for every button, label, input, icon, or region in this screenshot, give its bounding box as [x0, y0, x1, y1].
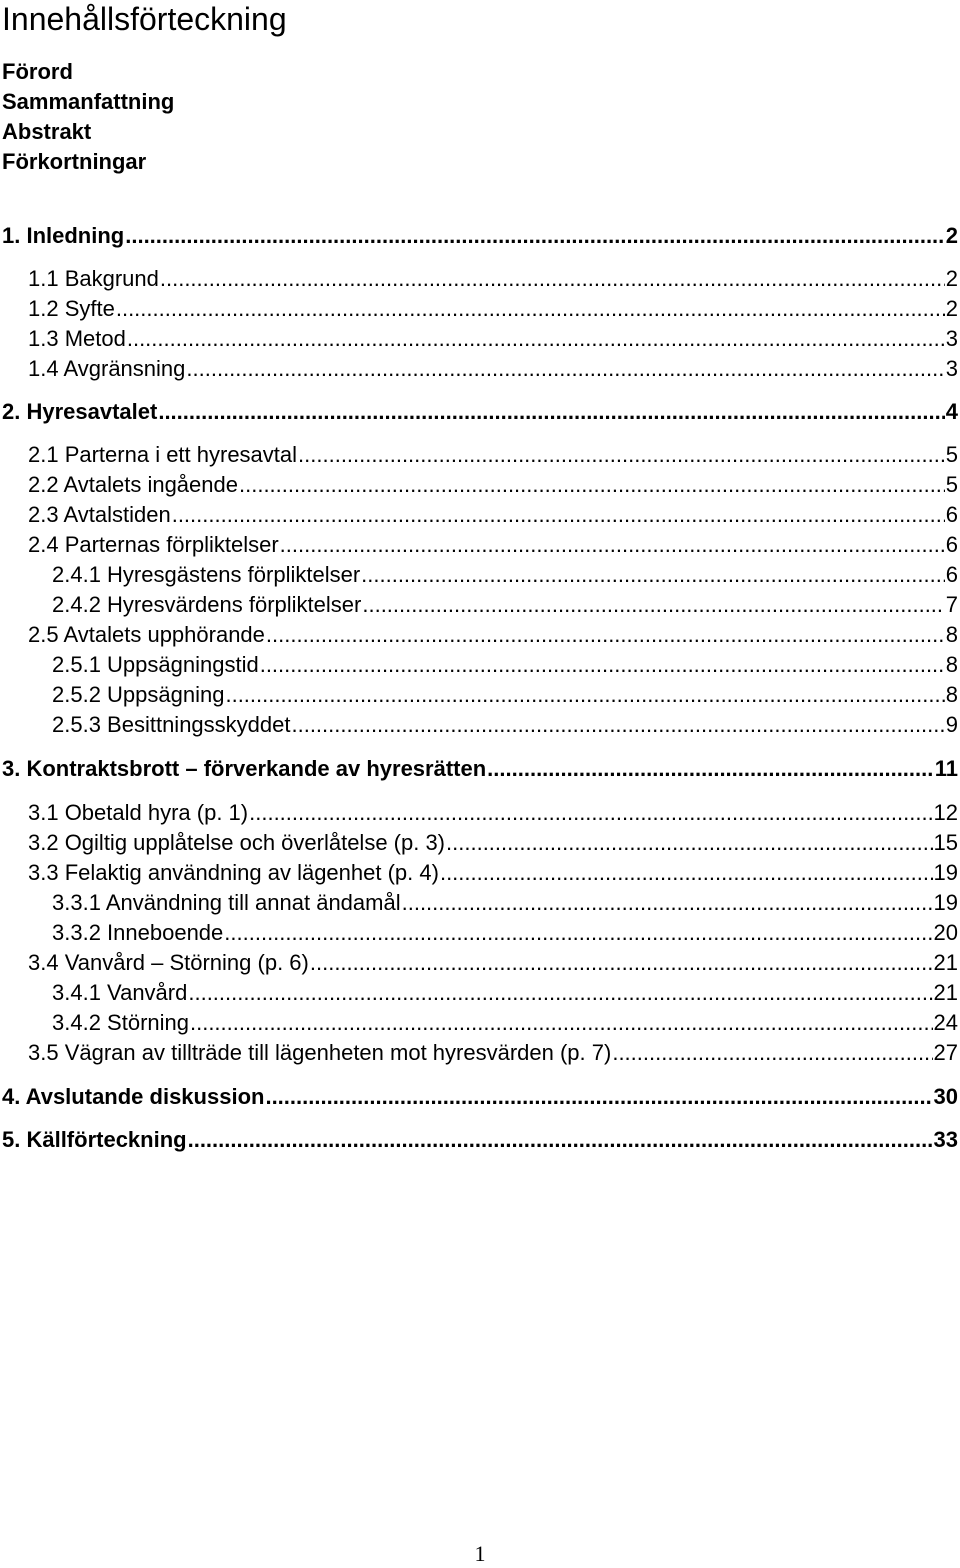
toc-entry-2-5-3[interactable]	[52, 711, 958, 739]
toc-entry-3-2[interactable]	[28, 829, 958, 857]
toc-entry-label: 3.2 Ogiltig upplåtelse och överlåtelse (p. 3)	[28, 830, 446, 855]
toc-entry-5[interactable]	[2, 1126, 958, 1154]
toc-entry-page: 19	[933, 890, 958, 915]
toc-entry-page: 33	[933, 1127, 958, 1152]
toc-entry-label: 1.3 Metod	[28, 326, 126, 351]
front-item-forkortningar[interactable]: Förkortningar	[2, 149, 147, 174]
toc-entry-page: 8	[945, 622, 958, 647]
toc-title: Innehållsförteckning	[2, 1, 287, 37]
toc-entry-page: 5	[945, 472, 958, 497]
dot-leader	[260, 651, 945, 679]
toc-entry-page: 4	[945, 399, 958, 424]
toc-entry-1-2[interactable]	[28, 295, 958, 323]
toc-entry-3-4-1[interactable]	[52, 979, 958, 1007]
toc-entry-label: 2.2 Avtalets ingående	[28, 472, 238, 497]
toc-entry-page: 2	[945, 296, 958, 321]
dot-leader	[116, 295, 945, 323]
page-number: 1	[474, 1541, 486, 1566]
dot-leader	[446, 829, 933, 857]
dot-leader	[249, 799, 932, 827]
toc-entry-1[interactable]	[2, 222, 958, 250]
dot-leader	[224, 919, 932, 947]
toc-entry-label: 2.5.2 Uppsägning	[52, 682, 225, 707]
dot-leader	[158, 398, 944, 426]
toc-entry-page: 9	[945, 712, 958, 737]
toc-entry-page: 12	[933, 800, 958, 825]
dot-leader	[402, 889, 933, 917]
toc-entry-label: 3.4.2 Störning	[52, 1010, 189, 1035]
toc-entry-2-4-2[interactable]	[52, 591, 958, 619]
toc-entry-label: 2.5.1 Uppsägningstid	[52, 652, 259, 677]
toc-entry-2-1[interactable]	[28, 441, 958, 469]
toc-entry-page: 2	[945, 223, 958, 248]
toc-entry-3-1[interactable]	[28, 799, 958, 827]
dot-leader	[125, 222, 945, 250]
toc-entry-1-1[interactable]	[28, 265, 958, 293]
toc-entry-1-4[interactable]	[28, 355, 958, 383]
toc-entry-page: 6	[945, 562, 958, 587]
toc-entry-label: 4. Avslutande diskussion	[2, 1084, 265, 1109]
toc-entry-label: 2.5.3 Besittningsskyddet	[52, 712, 291, 737]
toc-entry-page: 8	[945, 652, 958, 677]
toc-entry-label: 3.3.1 Användning till annat ändamål	[52, 890, 401, 915]
dot-leader	[440, 859, 933, 887]
toc-entry-label: 2. Hyresavtalet	[2, 399, 158, 424]
toc-entry-label: 1. Inledning	[2, 223, 125, 248]
toc-entry-4[interactable]	[2, 1083, 958, 1111]
toc-entry-label: 3.5 Vägran av tillträde till lägenheten mot hyresvärden (p. 7)	[28, 1040, 612, 1065]
toc-entry-3-3-2[interactable]	[52, 919, 958, 947]
toc-entry-label: 3.4 Vanvård – Störning (p. 6)	[28, 950, 309, 975]
toc-entry-label: 5. Källförteckning	[2, 1127, 187, 1152]
toc-entry-label: 1.2 Syfte	[28, 296, 115, 321]
toc-entry-page: 3	[945, 356, 958, 381]
toc-entry-page: 30	[933, 1084, 958, 1109]
toc-entry-2-5-1[interactable]	[52, 651, 958, 679]
toc-entry-page: 3	[945, 326, 958, 351]
toc-entry-3-5[interactable]	[28, 1039, 958, 1067]
dot-leader	[280, 531, 945, 559]
toc-entry-label: 2.4.1 Hyresgästens förpliktelser	[52, 562, 361, 587]
dot-leader	[265, 1083, 932, 1111]
toc-entry-page: 2	[945, 266, 958, 291]
toc-entry-label: 1.1 Bakgrund	[28, 266, 159, 291]
dot-leader	[186, 355, 944, 383]
toc-entry-label: 3. Kontraktsbrott – förverkande av hyresrätten	[2, 756, 487, 781]
toc-entry-label: 2.1 Parterna i ett hyresavtal	[28, 442, 298, 467]
toc-entry-1-3[interactable]	[28, 325, 958, 353]
toc-entry-page: 21	[933, 950, 958, 975]
dot-leader	[172, 501, 945, 529]
toc-entry-2[interactable]	[2, 398, 958, 426]
toc-entry-3-3[interactable]	[28, 859, 958, 887]
toc-entry-page: 6	[945, 532, 958, 557]
toc-entry-page: 15	[933, 830, 958, 855]
toc-entry-3-4-2[interactable]	[52, 1009, 958, 1037]
dot-leader	[266, 621, 945, 649]
dot-leader	[225, 681, 944, 709]
toc-entry-2-3[interactable]	[28, 501, 958, 529]
dot-leader	[291, 711, 944, 739]
front-item-forord[interactable]: Förord	[2, 59, 73, 84]
toc-entry-label: 1.4 Avgränsning	[28, 356, 186, 381]
dot-leader	[612, 1039, 932, 1067]
toc-entry-page: 27	[933, 1040, 958, 1065]
dot-leader	[298, 441, 945, 469]
toc-entry-3-3-1[interactable]	[52, 889, 958, 917]
toc-entry-label: 2.3 Avtalstiden	[28, 502, 171, 527]
dot-leader	[188, 1126, 933, 1154]
toc-entry-3[interactable]	[2, 755, 958, 783]
dot-leader	[188, 979, 932, 1007]
toc-entry-page: 21	[933, 980, 958, 1005]
toc-entry-page: 5	[945, 442, 958, 467]
front-item-sammanfattning[interactable]: Sammanfattning	[2, 89, 175, 114]
toc-entry-label: 3.3 Felaktig användning av lägenhet (p. 4)	[28, 860, 439, 885]
toc-entry-2-5[interactable]	[28, 621, 958, 649]
toc-entry-label: 3.1 Obetald hyra (p. 1)	[28, 800, 249, 825]
toc-entry-label: 3.3.2 Inneboende	[52, 920, 224, 945]
dot-leader	[362, 591, 944, 619]
dot-leader	[361, 561, 945, 589]
toc-entry-2-2[interactable]	[28, 471, 958, 499]
toc-entry-page: 11	[934, 756, 958, 781]
toc-entry-label: 2.4.2 Hyresvärdens förpliktelser	[52, 592, 362, 617]
dot-leader	[310, 949, 933, 977]
toc-entry-page: 6	[945, 502, 958, 527]
dot-leader	[160, 265, 945, 293]
toc-entry-page: 20	[933, 920, 958, 945]
toc-entry-label: 2.4 Parternas förpliktelser	[28, 532, 279, 557]
toc-entry-label: 3.4.1 Vanvård	[52, 980, 188, 1005]
toc-entry-label: 2.5 Avtalets upphörande	[28, 622, 265, 647]
toc-entry-page: 24	[933, 1010, 958, 1035]
dot-leader	[190, 1009, 933, 1037]
toc-entry-2-4-1[interactable]	[52, 561, 958, 589]
toc-entry-2-5-2[interactable]	[52, 681, 958, 709]
toc-entry-page: 19	[933, 860, 958, 885]
dot-leader	[127, 325, 945, 353]
toc-entry-page: 8	[945, 682, 958, 707]
front-item-abstrakt[interactable]: Abstrakt	[2, 119, 92, 144]
dot-leader	[239, 471, 945, 499]
toc-entry-3-4[interactable]	[28, 949, 958, 977]
toc-entry-page: 7	[945, 592, 958, 617]
dot-leader	[487, 755, 934, 783]
toc-entry-2-4[interactable]	[28, 531, 958, 559]
